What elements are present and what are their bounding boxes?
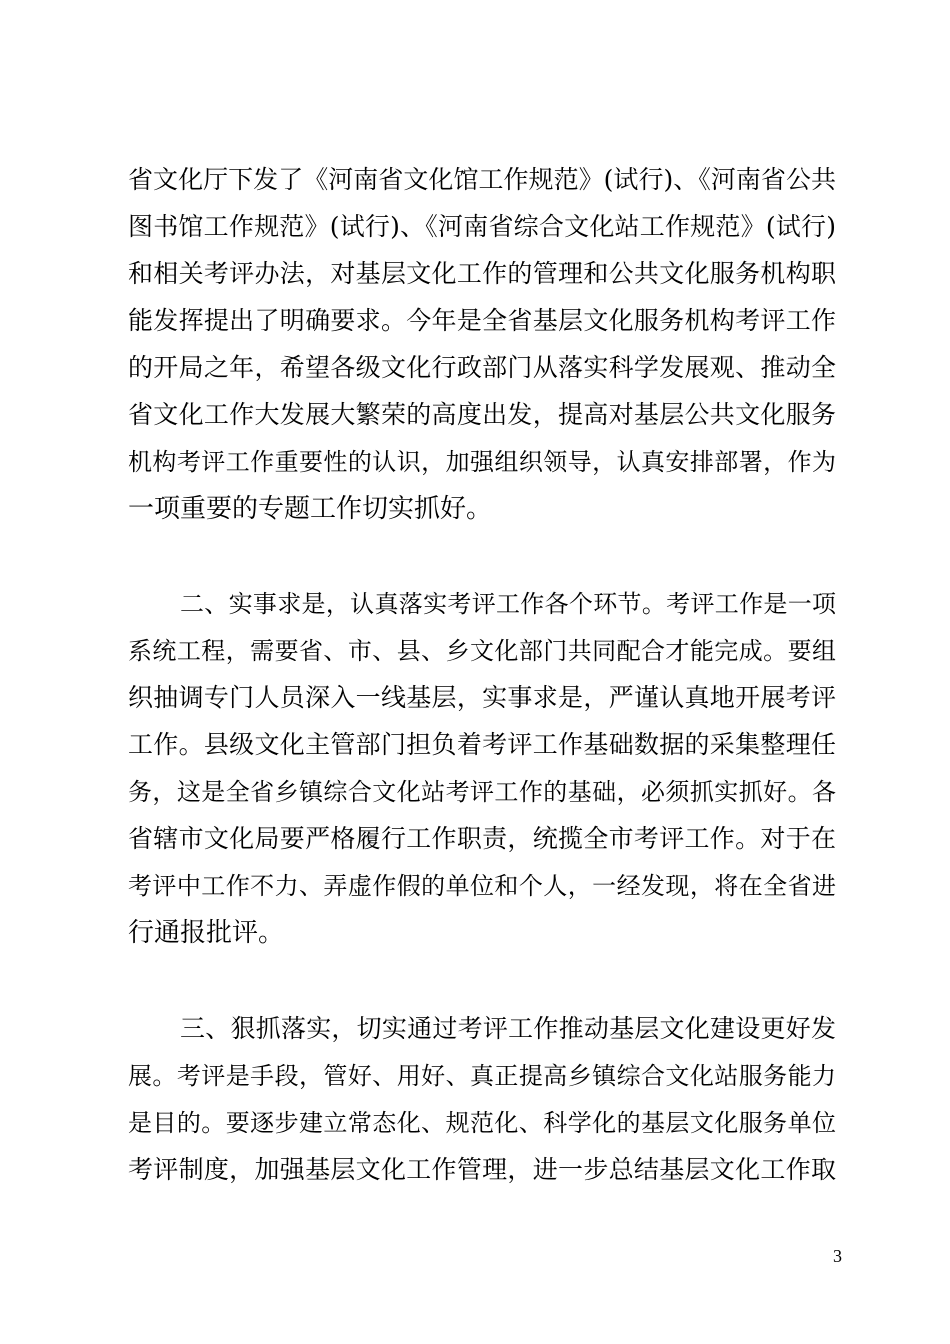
text-line: 展。考评是手段，管好、用好、真正提高乡镇综合文化站服务能力 bbox=[128, 1062, 836, 1090]
page-number: 3 bbox=[833, 1246, 842, 1266]
text-line: 省文化厅下发了《河南省文化馆工作规范》(试行)、《河南省公共 bbox=[128, 165, 836, 194]
text-line: 行通报批评。 bbox=[128, 918, 285, 948]
text-line: 是目的。要逐步建立常态化、规范化、科学化的基层文化服务单位 bbox=[128, 1109, 836, 1137]
text-line: 三、狠抓落实，切实通过考评工作推动基层文化建设更好发 bbox=[180, 1014, 836, 1043]
text-line: 的开局之年，希望各级文化行政部门从落实科学发展观、推动全 bbox=[128, 353, 836, 382]
text-line: 考评中工作不力、弄虚作假的单位和个人，一经发现，将在全省进 bbox=[128, 872, 836, 900]
text-line: 系统工程，需要省、市、县、乡文化部门共同配合才能完成。要组 bbox=[128, 637, 836, 665]
text-line: 工作。县级文化主管部门担负着考评工作基础数据的采集整理任 bbox=[128, 730, 836, 759]
text-line: 织抽调专门人员深入一线基层，实事求是，严谨认真地开展考评 bbox=[128, 683, 836, 712]
text-line: 省文化工作大发展大繁荣的高度出发，提高对基层公共文化服务 bbox=[128, 400, 836, 429]
text-line: 能发挥提出了明确要求。今年是全省基层文化服务机构考评工作 bbox=[128, 306, 836, 335]
text-line: 图书馆工作规范》(试行)、《河南省综合文化站工作规范》(试行) bbox=[128, 212, 836, 241]
text-line: 二、实事求是，认真落实考评工作各个环节。考评工作是一项 bbox=[180, 590, 836, 618]
text-line: 机构考评工作重要性的认识，加强组织领导，认真安排部署，作为 bbox=[128, 448, 836, 476]
text-line: 考评制度，加强基层文化工作管理，进一步总结基层文化工作取 bbox=[128, 1155, 836, 1184]
text-line: 务，这是全省乡镇综合文化站考评工作的基础，必须抓实抓好。各 bbox=[128, 778, 836, 806]
text-line: 省辖市文化局要严格履行工作职责，统揽全市考评工作。对于在 bbox=[128, 824, 836, 853]
text-line: 和相关考评办法，对基层文化工作的管理和公共文化服务机构职 bbox=[128, 259, 836, 288]
text-line: 一项重要的专题工作切实抓好。 bbox=[128, 494, 493, 524]
